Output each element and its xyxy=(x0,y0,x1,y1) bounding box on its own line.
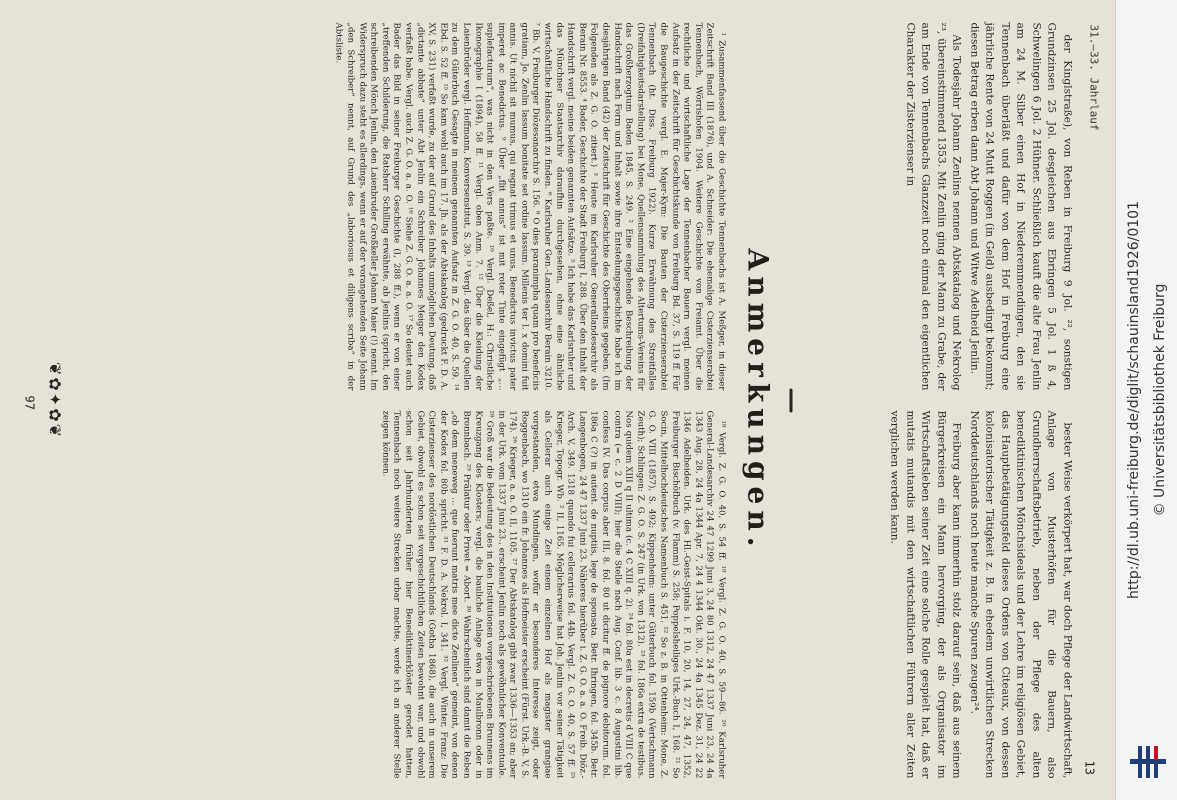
rotated-page-container xyxy=(0,1,1115,800)
footnotes-right-column xyxy=(77,411,727,779)
footnotes-left-text: ¹ Zusammenfassend über die Geschichte Tennenbachs ist A. Meßger, in dieser Zeitschrift Band III (1876), und A. Schneider: Die ehemalige Cisterzienserabtei Tennenbach, Wörrishofen 1904. Weitere Geschichte von Freiamt. Über die rechtliche und wirtschaftliche Lage der Tennenbacher Bauern vergl. meinen Aufsatz in der Zeitschrift für Geschichtskunde von Freiburg Bd. 37, S. 119 ff. Für die Baugeschichte vergl. E. Majer-Kym: Die Bauten der Cisterzienserabtei Tennenbach (ht. Diss. Freiburg 1922). Kurze Erwähnung des Streitfalles (Dreifaltigkeitsdarstellung) bei Mone, Quellensammlung des Altertums-Vereins für das Großherzogtum Baden 1845, S. 249. ² Eine eingehende Beschreibung der Handschrift nach Form und Inhalt sowie ihre Entstehungsgeschichte habe ich im diesjährigen Band (42) der Zeitschrift für Geschichte des Oberrheins gegeben. (Im Folgenden als Z. G. O. zitiert.) ³ Heute im Karlsruher Generallandesarchiv als Berain Nr. 8553. ⁴ Bader, Geschichte der Stadt Freiburg I, 288. Über den Inhalt der Handschrift vergl. meine beiden genannten Aufsätze. ⁵ Ich habe das Karlsruher und das Münchner Staatsarchiv daraufhin durchgesehen, ohne eine ähnliche wirtschaftliche Handschrift zu finden. ⁶ Karlsruher Gen.-Landesarchiv Berain 3210. ⁷ Bb. V, Freiburger Diözesanarchiv S. 156. ⁸ O dies paranimpha quam pro beneficiis gratiam, Jo. Zenlin lassum bonitate set ordine lassum. Millenis ter l. x domini fuit annis. Ut nichil sit mumus, qui regnat trimus et unus, Benedictus invictus pater imperet ac Benedictus. ⁹ Über „flit annus“ ist mit roter Tinte eingefügt „... suplefacturum“, was nicht in den Vers paßte. ¹⁰ Vergl. Deßel, H.: Christliche Ikonographie I (1894), 58 ff. ¹¹ Vergl. oben Anm. 7. ¹² Über die Kleidung der Laienbrüder vergl. Hoffmann, Konversenstitut, S. 39. ¹³ Vergl. das über die Quellen zu dem Güterbuch Gesagte in meinem genannten Aufsatz in Z. G. O. 40, S. 59. ¹⁴ Ebd. S. 52 ff. ¹⁵ So kam wohl auch im 17. Jh. als der Abtskatalog (gedruckt F. D. A. XV, S. 231) verfaßt wurde, zu der auf Grund des Inhalts unmöglichen Deutung, daß „dictante abbate“ unter Abt Jenlin ein Schreiber Johannes Meiger den Kodex verfaßt habe. Vergl. auch Z. G. O. a. a. O. ¹⁶ Siehe Z. G. O. a. a. O. ¹⁷ So deutet auch Bader das Bild in seiner Freiburger Geschichte (I, 288 ff.), wenn er von einer „treffenden Schilderung, die Ratsherr Schilling erwähnte, ab Jenlins (spricht, den schreibenden Mönch Jenlin, den Laienbruder Großkeller Johann Maier (!) nennt. Im Widerspruch dazu steht es allerdings, wenn er auf der vorangehenden Seite Johann „den Schreiber“ nennt, auf Grund des „laboriosus et diligens scriba“ in der Abtsliste. xyxy=(333,22,727,391)
left-body-paragraph-1: der Kinglstraße), von Reben in Freiburg 9 Jol. ²², sonstigen Grundzinsen 25 Jol. desgleichen aus Ebringen 5 Jol. 1 ß 4, Schwelingen 6 Jol. 2 Hühner. Schließlich kauft die alte Frau Jenlin am 24 M. Silber einen Hof in Niederemmendingen, den sie Tennenbach überläßt und dafür von dem Hof in Freiburg eine jährliche Rente von 24 Mutt Roggen (in Geld) ausbedingt bekommt; diesen Betrag erben dann Abt Johann und Witwe Adelheid Jenlin. xyxy=(968,22,1074,391)
left-page-header: 31.—33. Jahrlauf xyxy=(1087,24,1101,131)
copyright-notice: © Universitätsbibliothek Freiburg xyxy=(1152,283,1168,517)
section-heading: Anmerkungen. xyxy=(741,248,775,553)
footnotes-left-column xyxy=(67,23,727,391)
left-body-column xyxy=(900,23,1075,391)
floral-ornament-icon: ❦✿✦✿❦ xyxy=(45,361,65,440)
section-rule xyxy=(790,389,793,413)
right-body-column xyxy=(885,411,1075,779)
ub-freiburg-logo-icon xyxy=(1128,742,1168,782)
right-body-paragraph-1: bester Weise verkörpert hat, war doch Pflege der Landwirtschaft, Anlage von Musterhöfen für die Bauern, also Grundherrschaftsbetrieb, neben der Pflege des alten benediktinischen Mönchsideals und der Lehre im religiösen Gebiet, das Hauptbetätigungsfeld dieses Ordens von Citeaux, von dessen kolonisatorischer Tätigkeit z. B. in ehedem unwirtlichen Strecken Norddeutschlands noch heute manche Spuren zeugen²⁴. xyxy=(968,410,1074,779)
book-spread xyxy=(0,1,1115,800)
left-folio-number: 97 xyxy=(22,395,37,410)
library-url-link[interactable]: http://dl.ub.uni-freiburg.de/diglit/schauinsland1926/0101 xyxy=(1126,201,1142,599)
logo-bar-left xyxy=(1138,746,1142,778)
logo-bar-right xyxy=(1154,764,1158,778)
logo-bar-middle xyxy=(1146,746,1150,778)
right-body-paragraph-2: Freiburg aber kann immerhin stolz darauf sein, daß aus seinem Bürgerkreisen ein Mann hervorging, der als Organisator im Wirtschaftsleben seiner Zeit eine solche Rolle gespielt hat, daß er mutatis mutandis mit den wirtschaftlichen Führern aller Zeiten verglichen werden kann. xyxy=(889,410,963,779)
right-folio-number: 13 xyxy=(1082,760,1097,775)
footnotes-right-text: ¹⁸ Vergl. Z. G. O. 40, S. 54 ff. ¹⁹ Vergl. Z. G. O. 40, S. 59—86. ²⁰ Karlsruher General-Landesarchiv 24 47 1299 Juni 3, 24 80 1312, 24 47 1337 Juni 23, 24 4a 1343 Aug. 28, 24 4a 1344 Apr. 7, 24 4 1344 Okt. 30., 24 4a 1345 Dez. 31, 24 22 1346 Adelheiden. Urk. des Hl.-Geist-Spitals i. F. 10, 20, 14, 27, 24, 47, 1352, Freiburger Bischöfbuch (v. Flamm) S. 258; Poppelsheiliges Urk.-Buch I, 168. ²¹ So Socin, Mittelhochdeutsches Namenbuch S. 451. ²² So z. B. in Ottenheim: Mone, Z. G. O. VIII (1857), S. 492; Kippenheim: unter Güterbuch fol. 159b (Vertschmann Zeuth); Schlingen: Z. G. O. S. 247 (in Urk. von 1312). ²³ fol. 186a extra de testibus. Nos quidem XIII q II ultima (c. 4 C XIII q. 2). ²⁴ fol. 80a est in decretis d VIII C que contra (= c. 2 D VIII); hier die Stelle nach Aug. Conf. lib. 3 c. 8 Augustini lib. confess IV. Das corpus aber III, 8. fol. 80 ut dicitur ff. de pignore debitorum. fol. 186a C (?) in autent. de nuptiis, lege de sponsata. Betr. Ihringen, fol. 345b. Betr. Langenbogen, 24 47 1337 Juni 23. Näheres hierüber i. Z. G. O. a. a. O. Freib. Diöz.-Arch. V, 349. 1318 quando fui cellerarius fol. 44b. Vergl. Z. G. O. 40, S. 57 ff. ²⁵ Krieger, Topogr. Wb. ² II, 1165. Möglicherweise hat Joh. Jenlin vor seiner Tätigkeit als Cellerar auch einige Zeit einem einzelnen Hof als magister grangiae vorgestanden, etwa Mundingen, wofür er besonderes Interesse zeigt, oder Roggenbach, wo 1310 ein fr. Johannes als Hofmeister erscheint (Fürst. Urk.-B. V, S. 174). ²⁶ Krieger, a. a. O. II, 1105. ²⁷ Der Abtskatalog gibt zwar 1336—1353 an; aber in der Urk. vom 1337 Juni 23., erscheint Jenlin noch als gewöhnlicher Konventuale. ²⁸ Groß war die Bedeutung des in den Institutionen vorgeschriebenen Brunnens im Kreuzgang des Klosters; vergl. die bauliche Anlage etwa in Maulbronn oder in Bronnbach. ²⁹ Prälatur oder Privet = Abort. ³⁰ Wahrscheinlich sind damit die Reben „ob dem meneweg ... que fuerunt matris mee dicte Zenlinen“ gemeint, von denen der Kodex fol. 80b spricht. ³¹ F. D. A. Nekrol. I, 341. ³² Vergl. Winter, Franz: Die Cisterzienser des nordöstlichen Deutschlands (Gotha 1868), die auch in unserem Gebiet, obwohl es schon seit vorgeschichtlichen Zeiten bewohnt war, und obwohl schon seit Jahrhunderten früher hier Benediktinerklöster gerodet hatten, Tennenbach noch weitere Strecken urbar machte, werde ich an anderer Stelle zeigen können. xyxy=(380,410,727,779)
left-body-paragraph-2: Als Todesjahr Johann Zenlins nennen Abtskatalog und Nekrolog ²³, übereinstimmend 1353. Mit Zenlin ging der Mann zu Grabe, der am Ende von Tennenbachs Glanzzeit noch einmal den eigentlichen Charakter der Zisterzienser in xyxy=(904,22,963,391)
logo-bar-red xyxy=(1154,746,1158,760)
